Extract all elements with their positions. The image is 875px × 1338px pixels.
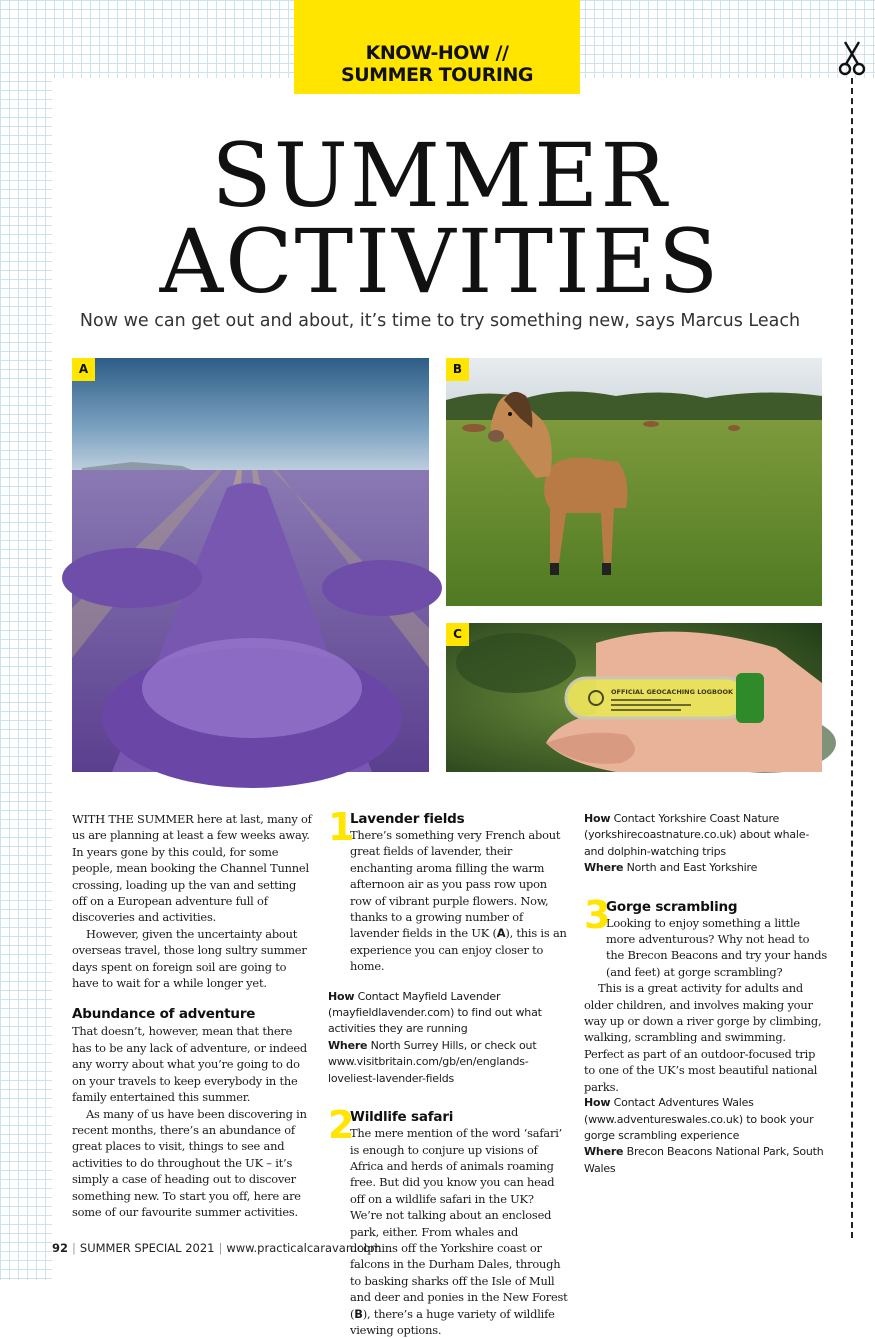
cut-line [851,78,853,1238]
column-3 [584,811,828,1177]
page-number: 92 [52,1241,69,1255]
footer-divider: | [72,1241,76,1255]
footer-divider: | [218,1241,223,1255]
scissors-icon [836,38,868,78]
section-number: 1 [328,805,355,849]
intro-paragraph-4: As many of us have been discovering in recent months, there’s an abundance of great places to visit, things to see and activities to do throughout the UK – it’s simply a case of heading out to discover something new. To start you off, here are some of our favourite summer activities. [72,1106,307,1219]
website-link[interactable]: www.practicalcaravan.com [226,1241,382,1255]
photo-geocache [446,623,822,772]
section-info [584,1095,828,1177]
geocache-label-text: OFFICIAL GEOCACHING LOGBOOK [611,688,734,696]
column-2 [328,805,568,1338]
section-title: Lavender fields [350,811,465,827]
geocache-image [446,623,822,772]
section-body-2: This is a great activity for adults and older children, and involves making your way up or down a river gorge by climbing, walking, scrambling and swimming. Perfect as part of an outdoor-focused trip to one of the UK’s most beautiful national parks. [584,981,822,1094]
photo-label-a: A [72,358,95,381]
section-tab-line-2: SUMMER TOURING [341,64,533,86]
section-title: Wildlife safari [350,1109,454,1126]
how-label: How [328,989,355,1003]
section-body: The mere mention of the word ‘safari’ is enough to conjure up visions of Africa and herds of animals roaming free. But did you know you can head off on a wildlife safari in the UK? We’re not talking about an enclosed park, either. From whales and dolphins off the Yorkshire coast or falcons in the Durham Dales, through to basking sharks off the Isle of Mull and deer and ponies in the New Forest (B), there’s a huge variety of wildlife viewing options. [350,1126,568,1337]
standfirst: Now we can get out and about, it’s time to try something new, says Marcus Leach [79,311,801,331]
photo-label-b: B [446,358,469,381]
photo-label-c: C [446,623,469,646]
page-footer [52,1241,381,1255]
photo-ref: A [496,926,506,941]
intro-paragraph-1: WITH THE SUMMER here at last, many of us are planning at least a few weeks away. In years gone by this could, for some people, mean booking the Channel Tunnel crossing, loading up the van and setting off on a European adventure full of discoveries and activities. [72,812,312,925]
lavender-field-image [72,358,429,772]
photo-ref: B [354,1306,363,1321]
wildlife-info [584,811,828,877]
section-tab [294,0,580,94]
where-text: North and East Yorkshire [626,861,758,875]
how-label: How [584,1096,611,1110]
section-lavender [328,805,568,1087]
section-number: 3 [584,892,611,937]
photo-wildlife-pony [446,358,822,606]
section-heading [328,805,568,849]
where-text: Brecon Beacons National Park, South Wales [584,1145,824,1175]
how-text: Contact Mayfield Lavender (mayfieldlavender.com) to find out what activities they are running [328,989,542,1036]
issue-name: SUMMER SPECIAL 2021 [79,1241,215,1255]
grid-background-left [0,0,52,1280]
section-gorge [584,892,828,1178]
where-label: Where [584,1145,624,1159]
subhead-abundance: Abundance of adventure [72,1006,256,1023]
section-number: 2 [328,1103,355,1148]
section-title: Gorge scrambling [606,898,738,915]
column-intro [72,811,312,1220]
how-text: Contact Adventures Wales (www.adventureswales.co.uk) to book your gorge scrambling experience [584,1096,814,1142]
headline-line-2: ACTIVITIES [159,210,721,313]
section-tab-line-1: KNOW-HOW // [365,42,509,64]
section-body: There’s something very French about great fields of lavender, their enchanting aroma filling the warm afternoon air as you pass row upon row of vibrant purple flowers. Now, thanks to a growing number of lavender fields in the UK (A), this is an experience you can enjoy closer to home. [350,828,567,974]
where-label: Where [584,861,624,875]
section-info [328,989,568,1087]
intro-paragraph-2: However, given the uncertainty about overseas travel, those long sultry summer days spent on foreign soil are going to have to wait for a while longer yet. [72,926,307,991]
intro-paragraph-3: That doesn’t, however, mean that there has to be any lack of adventure, or indeed any worry about what you’re going to do on your travels to keep everybody in the family entertained this summer. [72,1024,308,1105]
how-text: Contact Yorkshire Coast Nature (yorkshirecoastnature.co.uk) about whale- and dolphin-watching trips [584,812,810,858]
how-label: How [584,812,611,825]
pony-image [446,358,822,606]
photo-lavender-field [72,358,429,772]
section-heading [328,1103,568,1148]
section-wildlife [328,1103,568,1338]
section-body: Looking to enjoy something a little more adventurous? Why not head to the Brecon Beacons and try your hands (and feet) at gorge scrambling? [606,915,827,979]
where-label: Where [328,1038,368,1052]
headline-line-1: SUMMER [211,124,669,227]
section-heading [584,892,828,937]
where-text: North Surrey Hills, or check out www.visitbritain.com/gb/en/englands-loveliest-lavender-fields [328,1038,537,1085]
